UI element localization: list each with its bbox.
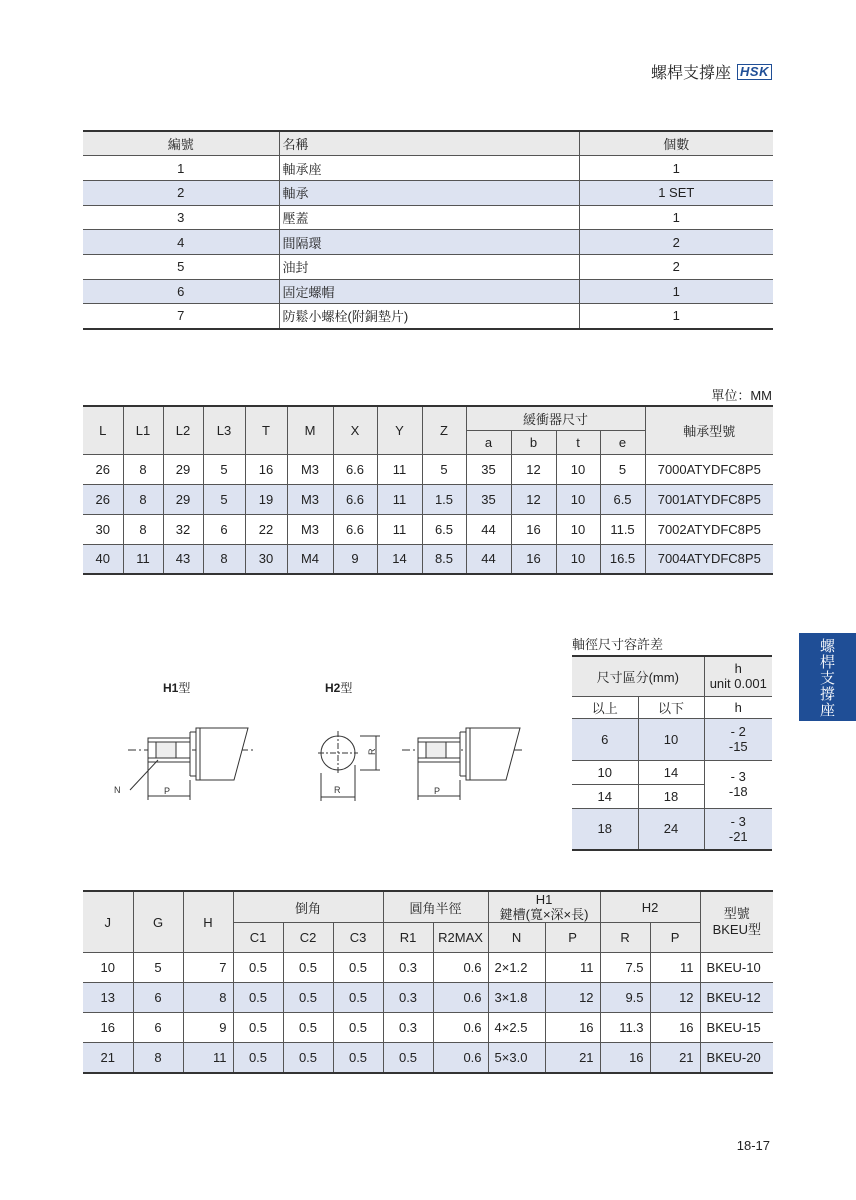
keys-subheader: R1: [383, 923, 433, 953]
table-cell: 8: [203, 544, 245, 574]
table-cell: 26: [83, 454, 123, 484]
tol-cell: - 2 -15: [704, 718, 772, 760]
table-row: [83, 484, 773, 514]
keys-header: G: [133, 891, 183, 953]
parts-table: [83, 130, 773, 330]
parts-cell: 軸承座: [279, 156, 579, 181]
keys-header-round: 圓角半徑: [383, 891, 488, 923]
table-cell: 4×2.5: [488, 1013, 545, 1043]
table-cell: 5×3.0: [488, 1043, 545, 1073]
table-cell: 1.5: [422, 484, 466, 514]
table-cell: 10: [83, 953, 133, 983]
parts-cell: 7: [83, 304, 279, 329]
tol-cell: 10: [572, 760, 638, 784]
n-label: N: [114, 785, 121, 795]
parts-header-no: 編號: [83, 131, 279, 156]
table-cell: 11: [377, 514, 422, 544]
table-cell: 0.5: [333, 983, 383, 1013]
table-row: [83, 544, 773, 574]
table-cell: 11: [377, 484, 422, 514]
table-cell: 5: [133, 953, 183, 983]
table-row: [83, 1043, 773, 1073]
table-cell: 7002ATYDFC8P5: [645, 514, 773, 544]
table-cell: BKEU-20: [700, 1043, 773, 1073]
r-label: R: [334, 785, 341, 795]
table-cell: 8: [123, 514, 163, 544]
table-row: [83, 1013, 773, 1043]
tolerance-title: 軸徑尺寸容許差: [572, 637, 664, 652]
table-cell: 40: [83, 544, 123, 574]
table-cell: M3: [287, 484, 333, 514]
table-cell: 7: [183, 953, 233, 983]
table-row: [83, 279, 773, 304]
parts-cell: 2: [83, 180, 279, 205]
chapter-side-tab[interactable]: [799, 633, 856, 721]
table-cell: 0.6: [433, 983, 488, 1013]
parts-cell: 軸承: [279, 180, 579, 205]
table-row: [83, 205, 773, 230]
table-cell: 30: [83, 514, 123, 544]
dims-header-bearing: 軸承型號: [645, 406, 773, 454]
keys-header-model: 型號 BKEU型: [700, 891, 773, 953]
tol-cell: 18: [638, 784, 704, 808]
table-cell: 11.5: [600, 514, 645, 544]
keys-header-h2: H2: [600, 891, 700, 923]
parts-cell: 2: [579, 254, 773, 279]
table-cell: 12: [511, 454, 556, 484]
table-cell: 16: [650, 1013, 700, 1043]
table-cell: 0.6: [433, 953, 488, 983]
table-cell: 44: [466, 514, 511, 544]
table-cell: 8: [183, 983, 233, 1013]
table-cell: 0.5: [283, 1013, 333, 1043]
table-cell: 0.5: [333, 1043, 383, 1073]
table-row: [572, 808, 772, 850]
keys-header-chamfer: 倒角: [233, 891, 383, 923]
hsk-logo: HSK: [737, 64, 772, 80]
table-cell: 21: [83, 1043, 133, 1073]
table-cell: 0.5: [233, 953, 283, 983]
table-cell: 0.5: [283, 953, 333, 983]
table-cell: 19: [245, 484, 287, 514]
table-cell: 11: [545, 953, 600, 983]
keys-subheader: R: [600, 923, 650, 953]
dims-subheader: t: [556, 430, 600, 454]
table-cell: 21: [545, 1043, 600, 1073]
side-tab-char: 座: [819, 702, 835, 719]
parts-cell: 防鬆小螺栓(附銅墊片): [279, 304, 579, 329]
tol-cell: 24: [638, 808, 704, 850]
table-cell: 8: [133, 1043, 183, 1073]
table-cell: 26: [83, 484, 123, 514]
table-cell: 6.6: [333, 454, 377, 484]
table-cell: 14: [377, 544, 422, 574]
tol-header-h-label: h: [734, 661, 742, 677]
tolerance-table: [572, 655, 772, 851]
table-cell: 16: [545, 1013, 600, 1043]
parts-cell: 壓蓋: [279, 205, 579, 230]
parts-cell: 6: [83, 279, 279, 304]
table-cell: 0.5: [233, 1013, 283, 1043]
parts-cell: 1: [83, 156, 279, 181]
h2-end-view-drawing: [318, 725, 388, 805]
table-cell: BKEU-10: [700, 953, 773, 983]
h2-type-label: H2型: [325, 681, 353, 695]
parts-cell: 1: [579, 156, 773, 181]
table-cell: 9: [183, 1013, 233, 1043]
table-cell: 35: [466, 484, 511, 514]
table-row: [83, 156, 773, 181]
dims-header: T: [245, 406, 287, 454]
side-tab-char: 螺: [819, 638, 835, 655]
table-cell: BKEU-15: [700, 1013, 773, 1043]
tol-header-unit: unit 0.001: [709, 676, 767, 692]
table-cell: 5: [600, 454, 645, 484]
keys-subheader: P: [650, 923, 700, 953]
table-cell: 0.5: [283, 983, 333, 1013]
tol-cell: 10: [638, 718, 704, 760]
dims-header: M: [287, 406, 333, 454]
table-cell: 16: [83, 1013, 133, 1043]
table-row: [83, 254, 773, 279]
page-header: [651, 60, 772, 83]
keys-subheader: C1: [233, 923, 283, 953]
table-cell: 9.5: [600, 983, 650, 1013]
table-cell: M4: [287, 544, 333, 574]
table-cell: 6.5: [600, 484, 645, 514]
dims-header: L3: [203, 406, 245, 454]
table-cell: 7001ATYDFC8P5: [645, 484, 773, 514]
table-row: [83, 304, 773, 329]
parts-header-qty: 個數: [579, 131, 773, 156]
tol-sub-from: 以上: [572, 696, 638, 718]
parts-cell: 3: [83, 205, 279, 230]
tol-cell: 14: [638, 760, 704, 784]
dims-header: X: [333, 406, 377, 454]
keys-subheader: P: [545, 923, 600, 953]
table-cell: 10: [556, 454, 600, 484]
table-cell: M3: [287, 514, 333, 544]
r-label-vertical: R: [367, 748, 377, 755]
table-cell: 7000ATYDFC8P5: [645, 454, 773, 484]
table-cell: 0.6: [433, 1013, 488, 1043]
parts-cell: 1 SET: [579, 180, 773, 205]
table-cell: 32: [163, 514, 203, 544]
table-cell: 11: [123, 544, 163, 574]
table-row: [572, 760, 772, 784]
table-cell: M3: [287, 454, 333, 484]
dims-header: L: [83, 406, 123, 454]
parts-cell: 1: [579, 205, 773, 230]
table-cell: 6.6: [333, 484, 377, 514]
dims-header: L2: [163, 406, 203, 454]
table-cell: 30: [245, 544, 287, 574]
table-cell: 10: [556, 544, 600, 574]
table-cell: 13: [83, 983, 133, 1013]
keys-subheader: R2MAX: [433, 923, 488, 953]
keys-subheader: N: [488, 923, 545, 953]
keys-subheader: C2: [283, 923, 333, 953]
parts-header-name: 名稱: [279, 131, 579, 156]
table-row: [83, 953, 773, 983]
table-cell: 43: [163, 544, 203, 574]
table-cell: 0.5: [333, 1013, 383, 1043]
table-cell: 12: [650, 983, 700, 1013]
tol-cell: 6: [572, 718, 638, 760]
table-cell: 16: [245, 454, 287, 484]
parts-cell: 2: [579, 230, 773, 255]
table-cell: 10: [556, 514, 600, 544]
table-cell: 6.5: [422, 514, 466, 544]
table-cell: 0.5: [333, 953, 383, 983]
table-cell: 11.3: [600, 1013, 650, 1043]
parts-cell: 固定螺帽: [279, 279, 579, 304]
tol-cell: - 3 -21: [704, 808, 772, 850]
table-row: [572, 718, 772, 760]
table-row: [83, 230, 773, 255]
side-tab-char: 支: [819, 670, 835, 687]
keys-header-h1: H1 鍵槽(寬×深×長): [488, 891, 600, 923]
table-cell: 0.3: [383, 983, 433, 1013]
table-cell: 29: [163, 454, 203, 484]
tol-cell: 14: [572, 784, 638, 808]
header-title: 螺桿支撐座: [651, 65, 732, 82]
p-label: P: [434, 786, 441, 796]
table-cell: 0.6: [433, 1043, 488, 1073]
table-cell: 8: [123, 454, 163, 484]
table-cell: 11: [377, 454, 422, 484]
table-cell: 10: [556, 484, 600, 514]
tol-sub-to: 以下: [638, 696, 704, 718]
tol-header-range: 尺寸區分(mm): [572, 656, 704, 696]
dims-header: L1: [123, 406, 163, 454]
table-cell: 8: [123, 484, 163, 514]
table-cell: 22: [245, 514, 287, 544]
table-cell: 11: [183, 1043, 233, 1073]
parts-cell: 4: [83, 230, 279, 255]
table-cell: 16.5: [600, 544, 645, 574]
table-cell: 7004ATYDFC8P5: [645, 544, 773, 574]
dims-subheader: a: [466, 430, 511, 454]
page-number: 18-17: [736, 1138, 770, 1153]
h1-type-label: H1型: [163, 681, 191, 695]
table-row: [83, 454, 773, 484]
dims-group-header: 緩衝器尺寸: [466, 406, 645, 430]
table-cell: 0.5: [383, 1043, 433, 1073]
parts-cell: 1: [579, 279, 773, 304]
table-cell: 6: [133, 1013, 183, 1043]
table-cell: 3×1.8: [488, 983, 545, 1013]
table-cell: 9: [333, 544, 377, 574]
dimensions-table: [83, 405, 773, 575]
keys-header: J: [83, 891, 133, 953]
p-label: P: [164, 786, 171, 796]
dims-header: Y: [377, 406, 422, 454]
tol-header-h: [704, 656, 772, 696]
parts-cell: 5: [83, 254, 279, 279]
table-cell: BKEU-12: [700, 983, 773, 1013]
table-cell: 0.5: [233, 1043, 283, 1073]
side-tab-char: 桿: [819, 654, 835, 671]
table-cell: 44: [466, 544, 511, 574]
unit-label: 單位：MM: [711, 388, 772, 403]
side-tab-char: 撐: [819, 686, 835, 703]
parts-cell: 間隔環: [279, 230, 579, 255]
table-row: [83, 180, 773, 205]
parts-cell: 1: [579, 304, 773, 329]
table-row: [83, 983, 773, 1013]
table-cell: 0.3: [383, 1013, 433, 1043]
parts-cell: 油封: [279, 254, 579, 279]
table-row: [83, 514, 773, 544]
keys-header: H: [183, 891, 233, 953]
tol-cell: - 3 -18: [704, 760, 772, 808]
table-cell: 16: [511, 544, 556, 574]
table-cell: 29: [163, 484, 203, 514]
table-cell: 12: [545, 983, 600, 1013]
table-cell: 6: [133, 983, 183, 1013]
h1-shaft-drawing: [108, 720, 258, 805]
table-cell: 0.5: [233, 983, 283, 1013]
table-cell: 21: [650, 1043, 700, 1073]
table-cell: 0.3: [383, 953, 433, 983]
table-cell: 35: [466, 454, 511, 484]
table-cell: 7.5: [600, 953, 650, 983]
table-cell: 16: [511, 514, 556, 544]
table-cell: 11: [650, 953, 700, 983]
dims-subheader: b: [511, 430, 556, 454]
table-cell: 8.5: [422, 544, 466, 574]
table-cell: 2×1.2: [488, 953, 545, 983]
table-cell: 6.6: [333, 514, 377, 544]
keyway-table: [83, 890, 773, 1074]
table-cell: 5: [422, 454, 466, 484]
table-cell: 16: [600, 1043, 650, 1073]
table-cell: 0.5: [283, 1043, 333, 1073]
table-cell: 6: [203, 514, 245, 544]
keys-subheader: C3: [333, 923, 383, 953]
tol-cell: 18: [572, 808, 638, 850]
table-cell: 12: [511, 484, 556, 514]
table-cell: 5: [203, 454, 245, 484]
tol-sub-h: h: [704, 696, 772, 718]
dims-subheader: e: [600, 430, 645, 454]
table-cell: 5: [203, 484, 245, 514]
h2-shaft-drawing: [398, 720, 528, 805]
dims-header: Z: [422, 406, 466, 454]
